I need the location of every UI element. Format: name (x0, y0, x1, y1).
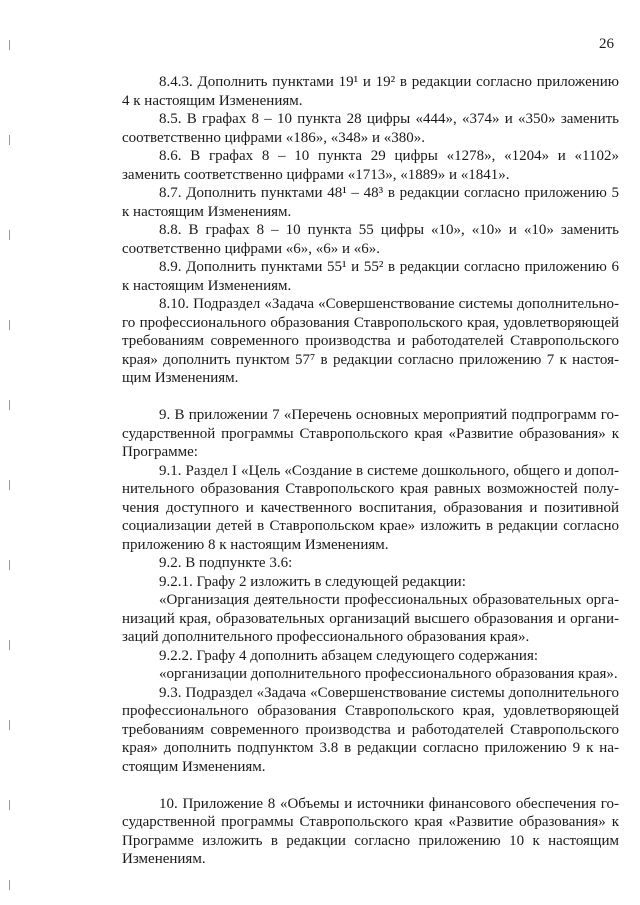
paragraph-8-6: 8.6. В графах 8 – 10 пункта 29 цифры «1278», «1204» и «1102» заменить соответственно цифрами «1713», «1889» и «1841». (122, 148, 619, 183)
paragraph-8-9: 8.9. Дополнить пунктами 55¹ и 55² в редакции согласно приложению 6 к настоящим Изменениям. (122, 259, 619, 294)
paragraph-9-2-2-text: «организации дополнительного профессионального образования края». (159, 666, 618, 682)
paragraph-9-2-1: 9.2.1. Графу 2 изложить в следующей редакции: (159, 573, 466, 590)
paragraph-8-8: 8.8. В графах 8 – 10 пункта 55 цифры «10», «10» и «10» заменить соответственно цифрами «6», «6» и «6». (122, 222, 619, 257)
paragraph-10: 10. Приложение 8 «Объемы и источники финансового обеспечения государственной программы Ставропольского края «Развитие образования» к Программе изложить в редакции согласно приложению 10 к настоящим Изменениям. (122, 795, 619, 867)
paragraph-9-2-2: 9.2.2. Графу 4 дополнить абзацем следующего содержания: (159, 647, 539, 664)
document-body (122, 73, 619, 869)
paragraph-9-3: 9.3. Подраздел «Задача «Совершенствование системы дополнительного профессионального образования Ставропольского края, удовлетворяющей требованиям современного производства и работодателей Ставропольского края» дополнить подпунктом 3.8 в редакции согласно приложению 9 к настоящим Изменениям. (122, 684, 619, 775)
page-number: 26 (599, 36, 614, 52)
paragraph-9-2-1-text: «Организация деятельности профессиональных образовательных организаций края, образовательных организаций высшего образования и организаций дополнительного профессионального образования края». (122, 592, 619, 645)
paragraph-gap (122, 388, 619, 407)
binding-margin-marks (9, 0, 11, 905)
paragraph-9-2: 9.2. В подпункте 3.6: (159, 555, 293, 571)
paragraph-8-5: 8.5. В графах 8 – 10 пункта 28 цифры «444», «374» и «350» заменить соответственно цифрами «186», «348» и «380». (122, 111, 619, 146)
paragraph-9: 9. В приложении 7 «Перечень основных мероприятий подпрограмм государственной программы Ставропольского края «Развитие образования» к Программе: (122, 407, 619, 460)
paragraph-gap (122, 776, 619, 795)
paragraph-9-1: 9.1. Раздел I «Цель «Создание в системе дошкольного, общего и дополнительного образования Ставропольского края равных возможностей получения доступного и качественного воспитания, образования и позитивной социализации детей в Ставропольском крае» изложить в редакции согласно приложению 8 к настоящим Изменениям. (122, 462, 619, 553)
paragraph-8-4-3: 8.4.3. Дополнить пунктами 19¹ и 19² в редакции согласно приложению 4 к настоящим Изменениям. (122, 74, 619, 109)
paragraph-8-7: 8.7. Дополнить пунктами 48¹ – 48³ в редакции согласно приложению 5 к настоящим Изменениям. (122, 185, 619, 220)
paragraph-8-10: 8.10. Подраздел «Задача «Совершенствование системы дополнительного профессионального образования Ставропольского края, удовлетворяющей требованиям современного производства и работодателей Ставропольского края» дополнить пунктом 57⁷ в редакции согласно приложению 7 к настоящим Изменениям. (122, 296, 619, 386)
